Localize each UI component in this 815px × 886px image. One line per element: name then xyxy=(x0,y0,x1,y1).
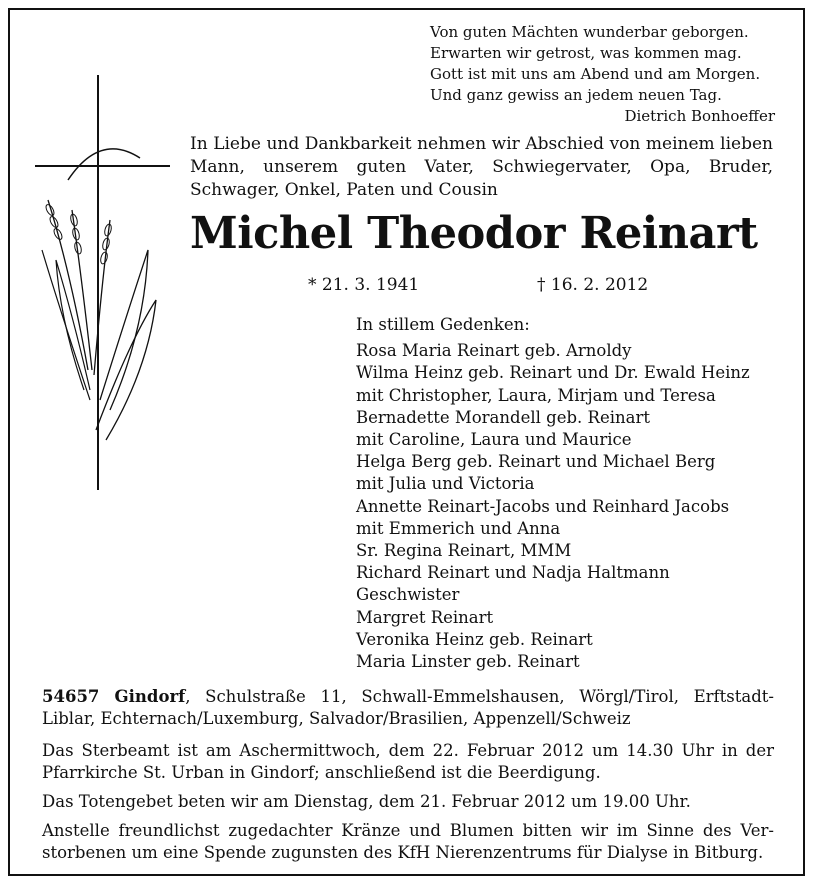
poem-line: Und ganz gewiss an jedem neuen Tag. xyxy=(430,86,722,104)
funeral-line: Pfarrkirche St. Urban in Gindorf; anschließend ist die Beerdigung. xyxy=(42,763,601,782)
donation-line: storbenen um eine Spende zugunsten des KfH Nierenzentrums für Dialyse in Bitburg. xyxy=(42,843,764,862)
donation-notice xyxy=(42,820,774,864)
mourner-line: mit Julia und Victoria xyxy=(356,474,535,494)
deceased-name: Michel Theodor Reinart xyxy=(190,208,758,259)
mourner-line: Annette Reinart-Jacobs und Reinhard Jacobs xyxy=(356,496,730,516)
mourners-heading: In stillem Gedenken: xyxy=(356,315,530,334)
address-line-2: Liblar, Echternach/Luxemburg, Salvador/Brasilien, Appenzell/Schweiz xyxy=(42,709,631,728)
birth-date: * 21. 3. 1941 xyxy=(308,275,420,295)
intro-line: Schwager, Onkel, Paten und Cousin xyxy=(190,180,498,200)
death-date: † 16. 2. 2012 xyxy=(537,275,649,295)
address xyxy=(42,686,774,730)
poem-line: Gott ist mit uns am Abend und am Morgen. xyxy=(430,65,761,83)
mourner-line: mit Emmerich und Anna xyxy=(356,518,561,538)
poem xyxy=(430,22,775,127)
funeral-line: Das Sterbeamt ist am Aschermittwoch, dem 22. Februar 2012 um 14.30 Uhr in der xyxy=(42,741,774,760)
mourner-line: Richard Reinart und Nadja Haltmann xyxy=(356,563,670,583)
mourner-line: Sr. Regina Reinart, MMM xyxy=(356,541,572,561)
mourner-line: Bernadette Morandell geb. Reinart xyxy=(356,407,650,427)
mourner-line: Helga Berg geb. Reinart und Michael Berg xyxy=(356,452,716,472)
mourner-line: mit Christopher, Laura, Mirjam und Teresa xyxy=(356,385,716,405)
mourner-line: Geschwister xyxy=(356,585,460,605)
mourners-list xyxy=(356,314,786,673)
cross-with-wheat-icon xyxy=(30,70,170,500)
mourner-line: Wilma Heinz geb. Reinart und Dr. Ewald Heinz xyxy=(356,363,750,383)
mourner-line: Veronika Heinz geb. Reinart xyxy=(356,629,593,649)
intro-text xyxy=(190,133,773,202)
intro-line: In Liebe und Dankbarkeit nehmen wir Abschied von meinem lieben xyxy=(190,134,773,154)
prayer-notice xyxy=(42,791,774,813)
intro-line: Mann, unserem guten Vater, Schwiegervater, Opa, Bruder, xyxy=(190,157,773,177)
poem-line: Von guten Mächten wunderbar geborgen. xyxy=(430,23,749,41)
funeral-notice xyxy=(42,740,774,784)
mourner-line: Margret Reinart xyxy=(356,607,494,627)
poem-author: Dietrich Bonhoeffer xyxy=(624,107,775,125)
donation-line: Anstelle freundlichst zugedachter Kränze und Blumen bitten wir im Sinne des Ver- xyxy=(42,821,774,840)
address-line-1 xyxy=(42,686,774,708)
mourner-line: Rosa Maria Reinart geb. Arnoldy xyxy=(356,341,632,361)
address-line-1-rest: , Schulstraße 11, Schwall-Emmelshausen, Wörgl/Tirol, Erftstadt- xyxy=(185,687,774,706)
poem-line: Erwarten wir getrost, was kommen mag. xyxy=(430,44,742,62)
mourner-line: Maria Linster geb. Reinart xyxy=(356,652,580,672)
prayer-line: Das Totengebet beten wir am Dienstag, dem 21. Februar 2012 um 19.00 Uhr. xyxy=(42,792,691,811)
mourner-line: mit Caroline, Laura und Maurice xyxy=(356,430,632,450)
address-town: 54657 Gindorf xyxy=(42,687,186,706)
